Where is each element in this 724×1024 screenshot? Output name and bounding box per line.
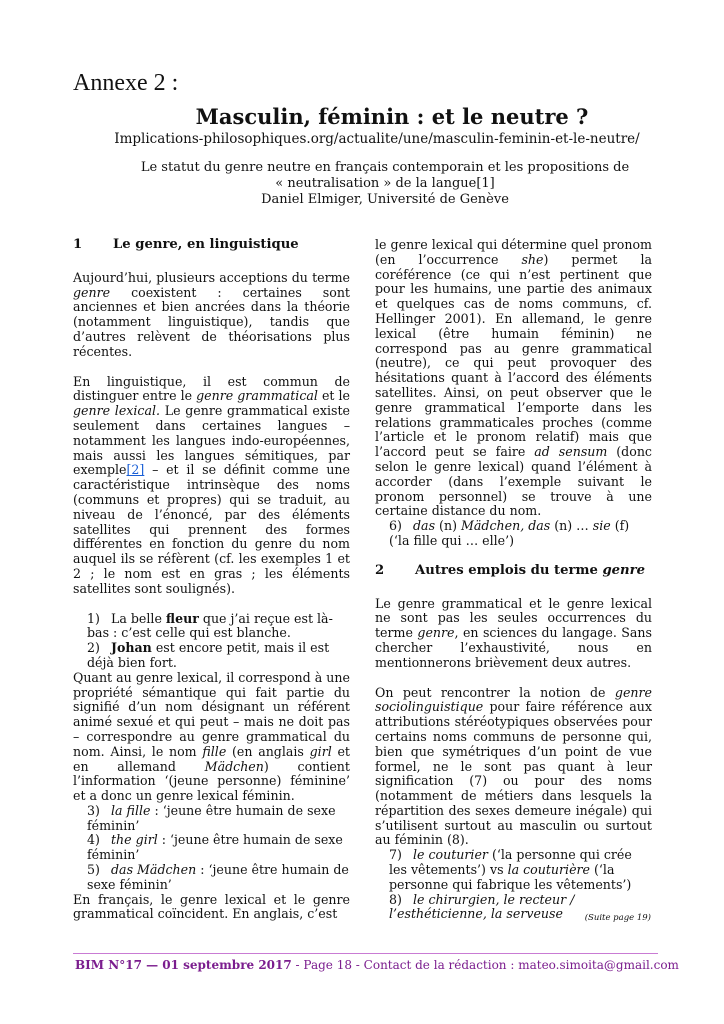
footer-issue: BIM N°17 — 01 septembre 2017 — [75, 958, 292, 972]
paragraph: Quant au genre lexical, il correspond à une propriété sémantique qui fait partie du signifié d’un nom désignant un référent animé sexué et qui peut – mais ne doit pas – correspondre au genre grammatical du nom. Ainsi, le nom fille (en anglais girl et en allemand Mädchen) contient l’information ‘(jeune personne) féminine’ et a donc un genre lexical féminin. — [73, 669, 350, 804]
source-url: Implications-philosophiques.org/actualite/une/masculin-feminin-et-le-neutre/ — [114, 131, 640, 147]
paragraph: Aujourd’hui, plusieurs acceptions du terme genre coexistent : certaines sont anciennes et bien ancrées dans la théorie (notamment linguistique), tandis que d’autres relèvent de théorisations plus récentes. — [73, 269, 350, 359]
paragraph: En français, le genre lexical et le genre grammatical coïncident. En anglais, c’est — [73, 891, 350, 922]
section-heading-text: Le genre, en linguistique — [113, 237, 299, 252]
page-footer — [0, 958, 724, 972]
paragraph: Le genre grammatical et le genre lexical ne sont pas les seules occurrences du terme genre, en sciences du langage. Sans chercher l’exhaustivité, nous en mentionnerons brièvement deux autres. — [375, 595, 653, 670]
subtitle-line-2: « neutralisation » de la langue[1] — [275, 176, 495, 191]
right-column — [375, 238, 652, 922]
section-2-heading: 2 Autres emplois du terme genre — [375, 562, 645, 578]
section-number: 1 — [73, 237, 83, 252]
section-1-heading — [73, 238, 350, 253]
example-1: 1) La belle fleur que j’ai reçue est là-bas : c’est celle qui est blanche. — [87, 610, 333, 641]
example-8: 8) le chirurgien, le recteur / l’esthéticienne, la serveuse — [389, 891, 575, 922]
section-number: 2 — [375, 562, 385, 578]
paragraph: On peut rencontrer la notion de genre sociolinguistique pour faire référence aux attributions stéréotypiques observées pour certains noms communs de personne qui, bien que symétriques d’un point de vue formel, ne le sont pas quant à leur signification (7) ou pour des noms (notamment de métiers dans lesquels la répartition des sexes demeure inégale) qui s’utilisent surtout au masculin ou surtout au féminin (8). — [375, 684, 652, 848]
example-3: 3) la fille : ‘jeune être humain de sexe féminin’ — [87, 802, 336, 833]
subtitle — [95, 160, 675, 208]
paragraph: le genre lexical qui détermine quel pronom (en l’occurrence she) permet la coréférence (ce qui n’est pertinent que pour les humains, une partie des animaux et quelques cas de noms communs, cf. Hellinger 2001). En allemand, le genre lexical (être humain féminin) ne correspond pas au genre grammatical (neutre), ce qui peut provoquer des hésitations quant à l’accord des éléments satellites. Ainsi, on peut observer que le genre grammatical l’emporte dans les relations grammaticales proches (comme l’article et le pronom relatif) mais que l’accord peut se faire ad sensum (donc selon le genre lexical) quand l’élément à accorder (dans l’exemple suivant le pronom personnel) se trouve à une certaine distance du nom. — [375, 237, 652, 519]
example-7: 7) le couturier (‘la personne qui crée les vêtements’) vs la couturière (‘la personne qui fabrique les vêtements’) — [389, 847, 632, 892]
footer-contact: - Page 18 - Contact de la rédaction : mateo.simoita@gmail.com — [291, 958, 679, 972]
footnote-link[interactable]: [2] — [126, 462, 145, 478]
example-4: 4) the girl : ‘jeune être humain de sexe féminin’ — [87, 832, 343, 863]
footer-divider — [73, 953, 658, 954]
left-column — [73, 238, 350, 922]
author-line: Daniel Elmiger, Université de Genève — [261, 192, 509, 207]
continued-note: (Suite page 19) — [584, 913, 651, 923]
subtitle-line-1: Le statut du genre neutre en français contemporain et les propositions de — [140, 160, 630, 175]
annex-label: Annexe 2 : — [73, 70, 179, 96]
example-5: 5) das Mädchen : ‘jeune être humain de sexe féminin’ — [87, 862, 349, 892]
example-6: 6) das (n) Mädchen, das (n) … sie (f) (‘la fille qui … elle’) — [389, 518, 630, 548]
page-title: Masculin, féminin : et le neutre ? — [195, 104, 589, 129]
example-2: 2) Johan est encore petit, mais il est déjà bien fort. — [87, 640, 330, 670]
paragraph: En linguistique, il est commun de distinguer entre le genre grammatical et le genre lexical. Le genre grammatical existe seulement dans certaines langues – notamment les langues indo-européennes, mais aussi les langues sémitiques, par exemple[2] – et il se définit comme une caractéristique intrinsèque des noms (communs et propres) qui se traduit, au niveau de l’énoncé, par des éléments satellites qui prennent des formes différentes en fonction du genre du nom auquel ils se réfèrent (cf. les exemples 1 et 2 ; le nom est en gras ; les éléments satellites sont soulignés). — [73, 373, 350, 596]
